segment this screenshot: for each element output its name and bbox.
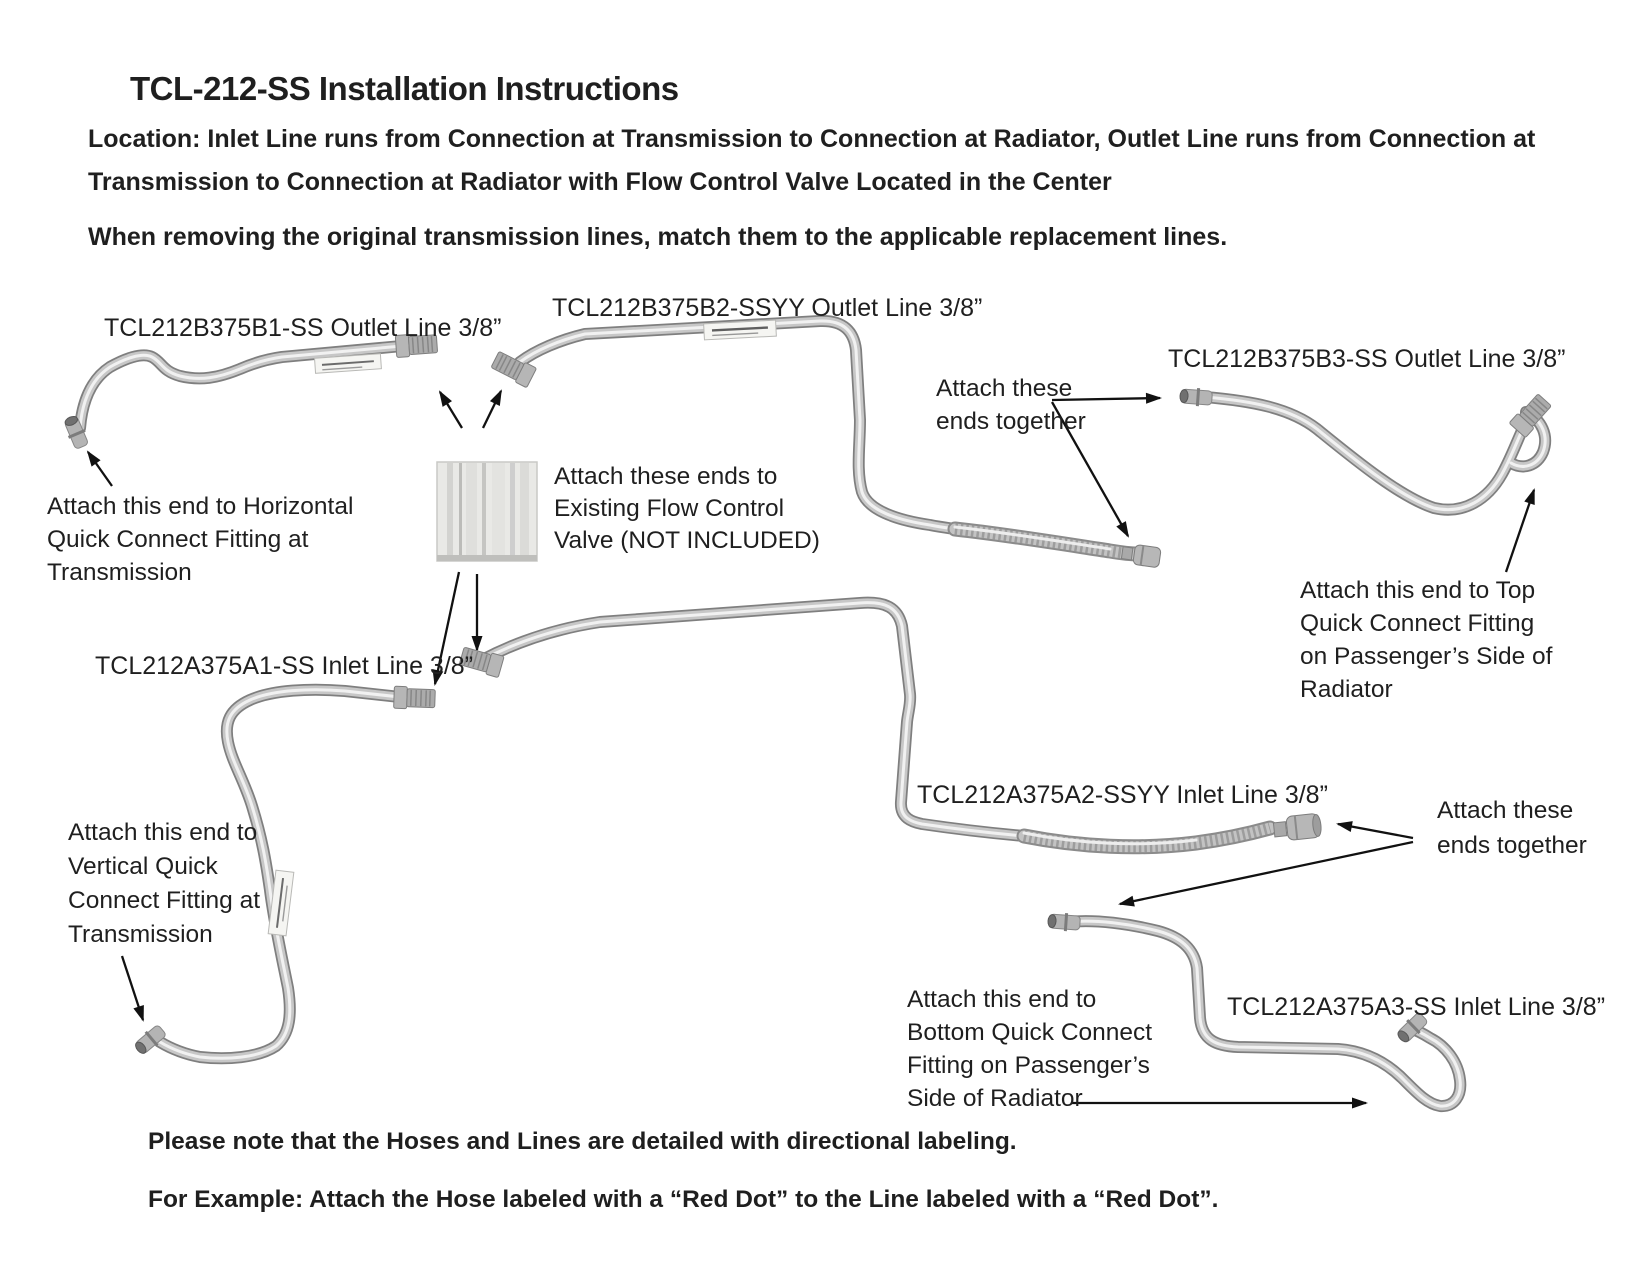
fitting-a3-top-end (1047, 912, 1080, 932)
note-vertical-quick-connect: Attach this end to Vertical Quick Connect Fitting at Transmission (68, 819, 261, 948)
pipe-outlet-b3 (1205, 397, 1545, 510)
arrowhead (1352, 1098, 1368, 1109)
fitting-a2-hose-end (1273, 813, 1322, 842)
arrowhead (1116, 521, 1133, 540)
arrowhead (133, 1005, 148, 1024)
footer-note-labeling: Please note that the Hoses and Lines are detailed with directional labeling. (148, 1128, 1017, 1155)
note-flow-control-valve: Attach these ends to Existing Flow Control Valve (NOT INCLUDED) (554, 463, 820, 554)
arrowhead (82, 447, 100, 466)
footer-note-example: For Example: Attach the Hose labeled with a “Red Dot” to the Line labeled with a “Red Dot”. (148, 1186, 1219, 1213)
note-ends-together-inlet: Attach these ends together (1437, 797, 1587, 859)
flow-control-valve-image (437, 462, 537, 561)
arrowhead (1146, 392, 1162, 403)
fitting-b3-left-end (1179, 387, 1212, 407)
page-title: TCL-212-SS Installation Instructions (130, 70, 679, 107)
arrowhead (1335, 818, 1353, 832)
label-part-a3: TCL212A375A3-SS Inlet Line 3/8” (1227, 993, 1606, 1021)
label-part-b1: TCL212B375B1-SS Outlet Line 3/8” (104, 314, 502, 342)
part-sticker-b2 (704, 320, 777, 340)
location-line-1: Location: Inlet Line runs from Connection at Transmission to Connection at Radiator, Outlet Line runs from Connection at (88, 125, 1536, 153)
label-part-a2: TCL212A375A2-SSYY Inlet Line 3/8” (917, 781, 1328, 809)
note-bottom-quick-connect: Attach this end to Bottom Quick Connect Fitting on Passenger’s Side of Radiator (907, 986, 1153, 1112)
note-ends-together-outlet: Attach these ends together (936, 375, 1086, 435)
arrowhead (434, 387, 452, 406)
label-part-b3: TCL212B375B3-SS Outlet Line 3/8” (1168, 345, 1566, 373)
matching-note: When removing the original transmission lines, match them to the applicable replacement lines. (88, 223, 1228, 251)
location-line-2: Transmission to Connection at Radiator with Flow Control Valve Located in the Center (88, 168, 1112, 196)
label-part-b2: TCL212B375B2-SSYY Outlet Line 3/8” (552, 294, 983, 322)
arrowhead (1117, 896, 1135, 910)
arrowhead (490, 387, 507, 406)
note-horizontal-quick-connect: Attach this end to Horizontal Quick Connect Fitting at Transmission (47, 493, 354, 586)
note-top-quick-connect: Attach this end to Top Quick Connect Fitting on Passenger’s Side of Radiator (1300, 577, 1553, 703)
arrowhead (1524, 486, 1540, 505)
pipe-inlet-a2 (482, 603, 1270, 847)
fitting-a1-valve-side-end (394, 686, 436, 709)
label-part-a1: TCL212A375A1-SS Inlet Line 3/8” (95, 652, 474, 680)
